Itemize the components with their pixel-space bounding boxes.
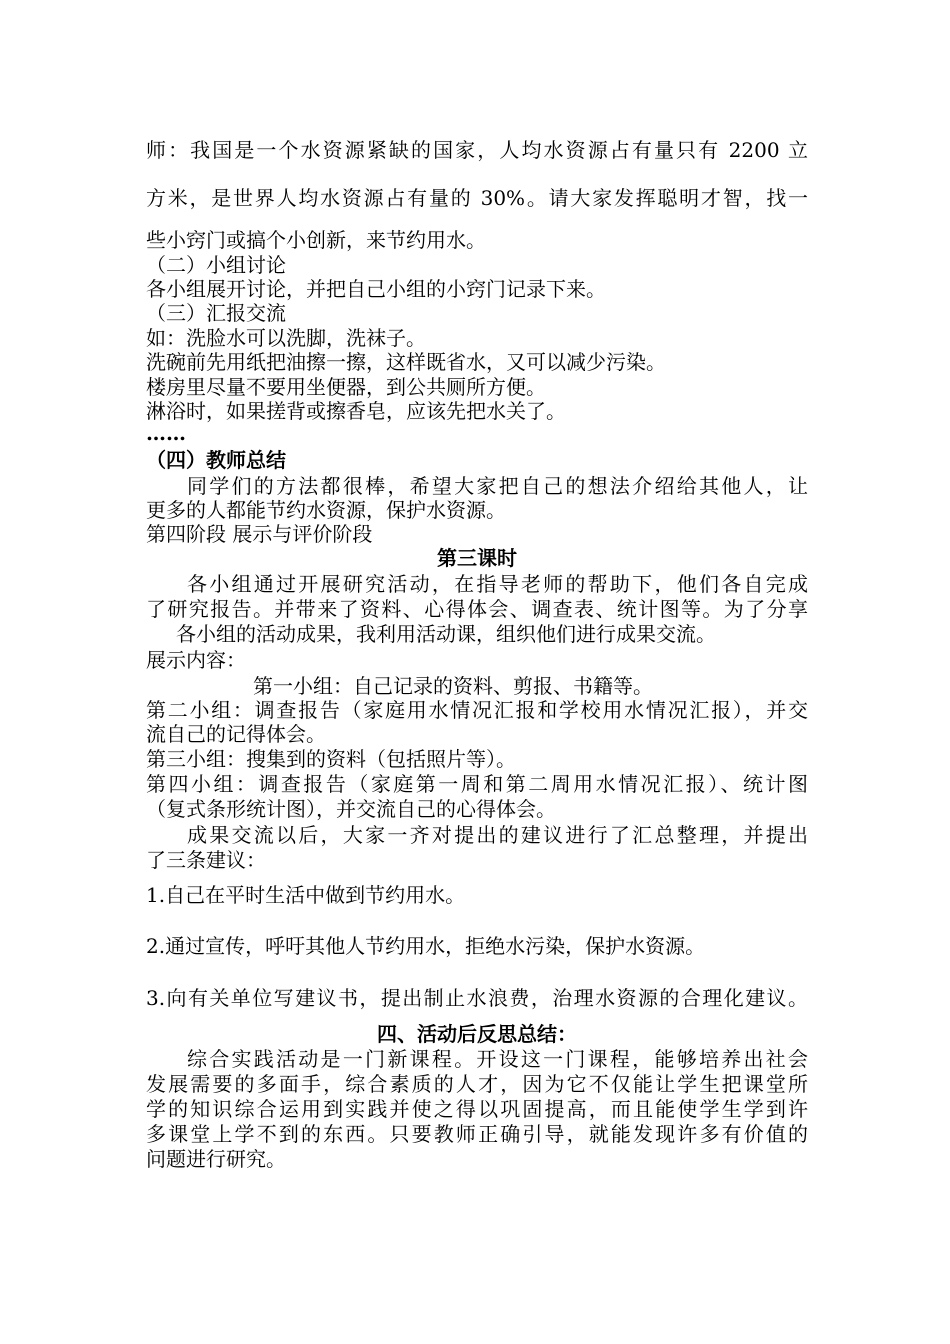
paragraph-line: 更多的人都能节约水资源，保护水资源。 [146,498,506,522]
list-item: 楼房里尽量不要用坐便器，到公共厕所方便。 [146,375,546,399]
lesson-title: 第三课时 [437,546,517,570]
list-item: 洗碗前先用纸把油擦一擦，这样既省水，又可以减少污染。 [146,350,666,374]
suggestion-item: 1.自己在平时生活中做到节约用水。 [146,883,466,907]
group-item: 第一小组：自己记录的资料、剪报、书籍等。 [253,674,653,698]
paragraph-line: 了三条建议： [146,848,266,872]
suggestion-item: 3.向有关单位写建议书，提出制止水浪费，治理水资源的合理化建议。 [146,986,808,1010]
paragraph-line: 同学们的方法都很棒，希望大家把自己的想法介绍给其他人，让 [187,474,808,498]
ellipsis: …… [146,421,186,445]
section-heading-discussion: （二）小组讨论 [146,253,286,277]
paragraph-line: 成果交流以后，大家一齐对提出的建议进行了汇总整理，并提出 [187,823,808,847]
stage-heading: 第四阶段 展示与评价阶段 [146,522,373,546]
display-label: 展示内容： [146,648,246,672]
section-heading-teacher-summary: （四）教师总结 [146,448,286,472]
group-item: （复式条形统计图），并交流自己的心得体会。 [146,797,556,821]
list-item: 如：洗脸水可以洗脚，洗袜子。 [146,326,426,350]
paragraph-line: 综合实践活动是一门新课程。开设这一门课程，能够培养出社会 [187,1047,808,1071]
paragraph-line: 了研究报告。并带来了资料、心得体会、调查表、统计图等。为了分享 [146,597,808,621]
paragraph-line: 各小组通过开展研究活动，在指导老师的帮助下，他们各自完成 [187,572,808,596]
paragraph-line: 些小窍门或搞个小创新，来节约用水。 [146,228,486,252]
group-item: 第四小组：调查报告（家庭第一周和第二周用水情况汇报）、统计图 [146,772,808,796]
paragraph-line: 师：我国是一个水资源紧缺的国家，人均水资源占有量只有 2200 立 [146,138,808,162]
paragraph-line: 多课堂上学不到的东西。只要教师正确引导，就能发现许多有价值的 [146,1122,808,1146]
paragraph-line: 学的知识综合运用到实践并使之得以巩固提高，而且能使学生学到许 [146,1097,808,1121]
section-heading-report: （三）汇报交流 [146,301,286,325]
reflection-title: 四、活动后反思总结： [377,1022,577,1046]
group-item: 流自己的记得体会。 [146,722,326,746]
paragraph-line: 问题进行研究。 [146,1147,286,1171]
group-item: 第二小组：调查报告（家庭用水情况汇报和学校用水情况汇报），并交 [146,698,808,722]
suggestion-item: 2.通过宣传，呼吁其他人节约用水，拒绝水污染，保护水资源。 [146,934,706,958]
paragraph-line: 各小组展开讨论，并把自己小组的小窍门记录下来。 [146,277,606,301]
group-item: 第三小组：搜集到的资料（包括照片等）。 [146,747,516,771]
list-item: 淋浴时，如果搓背或擦香皂，应该先把水关了。 [146,399,566,423]
paragraph-line: 发展需要的多面手，综合素质的人才，因为它不仅能让学生把课堂所 [146,1072,808,1096]
paragraph-line: 各小组的活动成果，我利用活动课，组织他们进行成果交流。 [176,622,716,646]
paragraph-line: 方米，是世界人均水资源占有量的 30%。请大家发挥聪明才智，找一 [146,186,808,210]
